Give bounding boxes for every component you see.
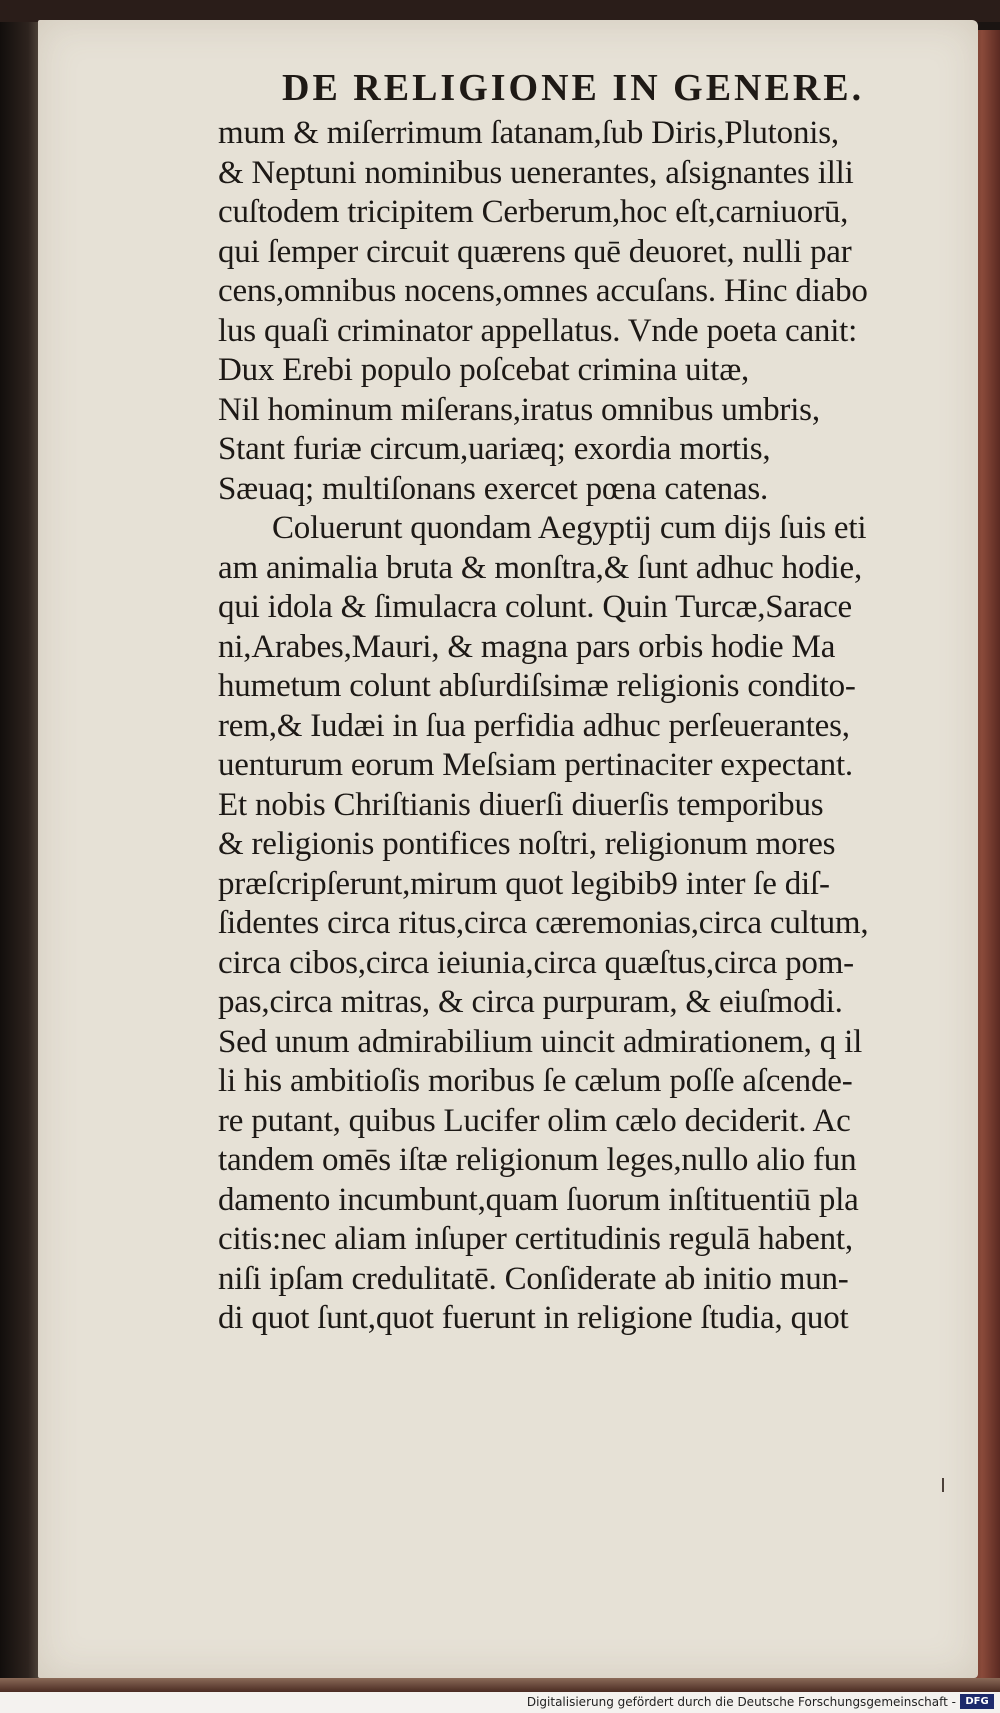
text-line: uenturum eorum Meſsiam pertinaciter expectant. bbox=[218, 747, 853, 783]
text-line: cens,omnibus nocens,omnes accuſans. Hinc diabo bbox=[218, 273, 868, 309]
text-line: ſidentes circa ritus,circa cæremonias,circa cultum, bbox=[218, 905, 869, 941]
page-text bbox=[218, 114, 958, 1339]
book-edge-bottom bbox=[0, 1678, 1000, 1692]
text-line: humetum colunt abſurdiſsimæ religionis condito- bbox=[218, 668, 856, 704]
text-line: & religionis pontifices noſtri, religionum mores bbox=[218, 826, 836, 862]
digitization-credit: Digitalisierung gefördert durch die Deutsche Forschungsgemeinschaft - bbox=[526, 1695, 956, 1709]
text-line: Et nobis Chriſtianis diuerſi diuerſis temporibus bbox=[218, 786, 824, 823]
text-line: niſi ipſam credulitatē. Conſiderate ab initio mun- bbox=[218, 1260, 849, 1297]
text-line: mum & miſerrimum ſatanam,ſub Diris,Plutonis, bbox=[218, 115, 839, 151]
text-line: damento incumbunt,quam ſuorum inſtituentiū pla bbox=[218, 1181, 859, 1218]
text-line: qui idola & ſimulacra colunt. Quin Turcæ,Sarace bbox=[218, 589, 852, 625]
book-binding-left bbox=[0, 0, 40, 1690]
dfg-logo: DFG bbox=[960, 1694, 994, 1709]
text-line: & Neptuni nominibus uenerantes, aſsignantes illi bbox=[218, 154, 854, 191]
text-line: di quot ſunt,quot fuerunt in religione ſtudia, quot bbox=[218, 1300, 849, 1336]
text-line: citis:nec aliam inſuper certitudinis regulā habent, bbox=[218, 1221, 853, 1257]
text-line: Coluerunt quondam Aegyptij cum dijs ſuis eti bbox=[272, 510, 867, 546]
page-edge-top bbox=[0, 0, 1000, 22]
text-line: Sæuaq; multiſonans exercet pœna catenas. bbox=[218, 470, 769, 507]
text-line: pas,circa mitras, & circa purpuram, & eiuſmodi. bbox=[218, 984, 843, 1020]
text-line: tandem omēs iſtæ religionum leges,nullo alio fun bbox=[218, 1142, 857, 1178]
text-line: Dux Erebi populo poſcebat crimina uitæ, bbox=[218, 352, 750, 388]
text-line: Sed unum admirabilium uincit admirationem, q il bbox=[218, 1023, 863, 1060]
text-line: re putant, quibus Lucifer olim cælo deciderit. Ac bbox=[218, 1102, 851, 1139]
text-line: am animalia bruta & monſtra,& ſunt adhuc hodie, bbox=[218, 549, 863, 586]
text-line: rem,& Iudæi in ſua perfidia adhuc perſeuerantes, bbox=[218, 707, 850, 744]
text-line: Nil hominum miſerans,iratus omnibus umbris, bbox=[218, 391, 820, 428]
text-line: ni,Arabes,Mauri, & magna pars orbis hodie Ma bbox=[218, 628, 836, 665]
text-line: cuſtodem tricipitem Cerberum,hoc eſt,carniuorū, bbox=[218, 194, 849, 230]
text-line: li his ambitioſis moribus ſe cælum poſſe aſcende- bbox=[218, 1063, 853, 1099]
running-title: DE RELIGIONE IN GENERE. bbox=[282, 67, 865, 109]
ink-mark bbox=[942, 1478, 944, 1492]
text-line: qui ſemper circuit quærens quē deuoret, nulli par bbox=[218, 233, 852, 270]
text-line: præſcripſerunt,mirum quot legibib9 inter ſe diſ- bbox=[218, 865, 830, 902]
text-line: Stant furiæ circum,uariæq; exordia mortis, bbox=[218, 431, 771, 467]
text-line: circa cibos,circa ieiunia,circa quæſtus,circa pom- bbox=[218, 944, 854, 981]
text-line: lus quaſi criminator appellatus. Vnde poeta canit: bbox=[218, 312, 858, 349]
